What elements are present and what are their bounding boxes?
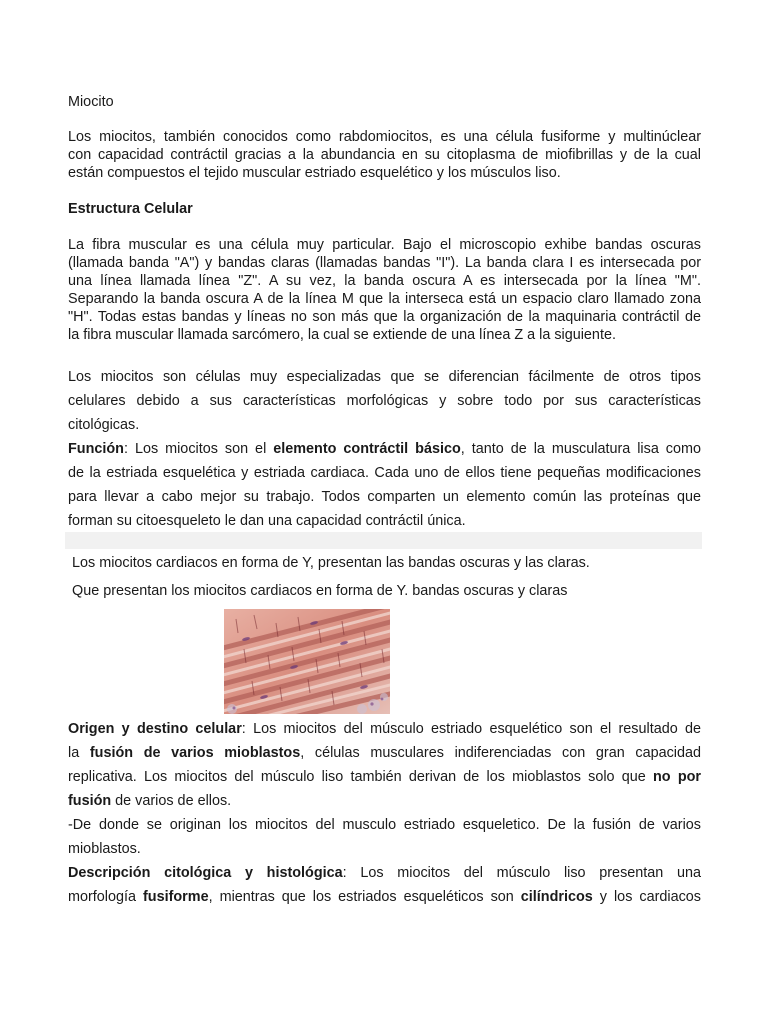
descripcion-text-2a: morfología <box>68 889 143 905</box>
intro-line-1: Los miocitos, también conocidos como rabdomiocitos, es una célula fusiforme y multinúclear <box>68 129 701 145</box>
descripcion-text-2b: , mientras que los estriados esqueléticos son <box>208 889 521 905</box>
structure-line-3: una línea llamada línea "Z". A su vez, la banda oscura A es intersecada por la línea "M". <box>68 273 701 289</box>
funcion-text-b: , tanto de la musculatura lisa como <box>460 441 701 457</box>
origen-bold-1: fusión de varios mioblastos <box>89 745 301 761</box>
funcion-line-4: forman su citoesqueleto le dan una capacidad contráctil única. <box>68 513 466 529</box>
funcion-label: Función <box>68 441 124 457</box>
funcion-text-a: : Los miocitos son el <box>123 441 274 457</box>
origen-bold-2: no por <box>653 769 701 785</box>
cardiac-line-1: Los miocitos cardiacos en forma de Y, presentan las bandas oscuras y las claras. <box>72 555 590 571</box>
origen-line-1 <box>68 720 701 738</box>
origen-text-3a: replicativa. Los miocitos del músculo liso también derivan de los mioblastos solo que <box>68 769 654 785</box>
origen-line-4 <box>68 792 701 810</box>
structure-line-4: Separando la banda oscura A de la línea M que la interseca está un espacio claro llamado zona <box>68 291 701 307</box>
descripcion-text-2c: y los cardiacos <box>592 889 701 905</box>
descripcion-label: Descripción citológica y histológica <box>68 865 343 881</box>
origen-line-3 <box>68 768 701 786</box>
descripcion-line-2 <box>68 888 701 906</box>
structure-line-6: la fibra muscular llamada sarcómero, la cual se extiende de una línea Z a la siguiente. <box>68 327 616 343</box>
structure-line-1: La fibra muscular es una célula muy particular. Bajo el microscopio exhibe bandas oscuras <box>68 237 701 253</box>
origen-text-2a: la <box>68 745 90 761</box>
origen-line-2 <box>68 744 701 762</box>
origen-text-2b: , células musculares indiferenciadas con gran capacidad <box>300 745 701 761</box>
descripcion-bold-1: fusiforme <box>143 889 209 905</box>
origen-label: Origen y destino celular <box>68 721 242 737</box>
section-title: Estructura Celular <box>68 201 193 217</box>
descripcion-bold-2: cilíndricos <box>520 889 593 905</box>
page-heading: Miocito <box>68 94 114 110</box>
funcion-line-2: de la estriada esquelética y estriada cardiaca. Cada uno de ellos tiene pequeñas modificaciones <box>68 465 701 481</box>
shaded-band <box>65 532 702 549</box>
descripcion-text-1: : Los miocitos del músculo liso presentan una <box>342 865 701 881</box>
micrograph-image <box>224 609 390 714</box>
specialized-line-1: Los miocitos son células muy especializadas que se diferencian fácilmente de otros tipos <box>68 369 701 385</box>
structure-line-2: (llamada banda "A") y bandas claras (llamadas bandas "I"). La banda clara I es intersecada por <box>68 255 701 271</box>
origen-text-4b: de varios de ellos. <box>111 793 232 809</box>
funcion-bold: elemento contráctil básico <box>273 441 461 457</box>
cardiac-line-2: Que presentan los miocitos cardiacos en forma de Y. bandas oscuras y claras <box>72 583 568 599</box>
specialized-line-3: citológicas. <box>68 417 140 433</box>
funcion-line-3: para llevar a cabo mejor su trabajo. Todos comparten un elemento común las proteínas que <box>68 489 701 505</box>
dash-line-2: mioblastos. <box>68 841 141 857</box>
origen-bold-3: fusión <box>68 793 112 809</box>
origen-text-1: : Los miocitos del músculo estriado esquelético son el resultado de <box>241 721 701 737</box>
intro-line-2: con capacidad contráctil gracias a la abundancia en su citoplasma de miofibrillas y de la cual <box>68 147 701 163</box>
funcion-line-1 <box>68 440 701 458</box>
structure-line-5: "H". Todas estas bandas y líneas no son más que la organización de la maquinaria contráctil de <box>68 309 701 325</box>
intro-line-3: están compuestos el tejido muscular estriado esquelético y los músculos liso. <box>68 165 561 181</box>
dash-line-1: -De donde se originan los miocitos del musculo estriado esqueletico. De la fusión de varios <box>68 817 701 833</box>
specialized-line-2: celulares debido a sus características morfológicas y sobre todo por sus características <box>68 393 701 409</box>
descripcion-line-1 <box>68 864 701 882</box>
